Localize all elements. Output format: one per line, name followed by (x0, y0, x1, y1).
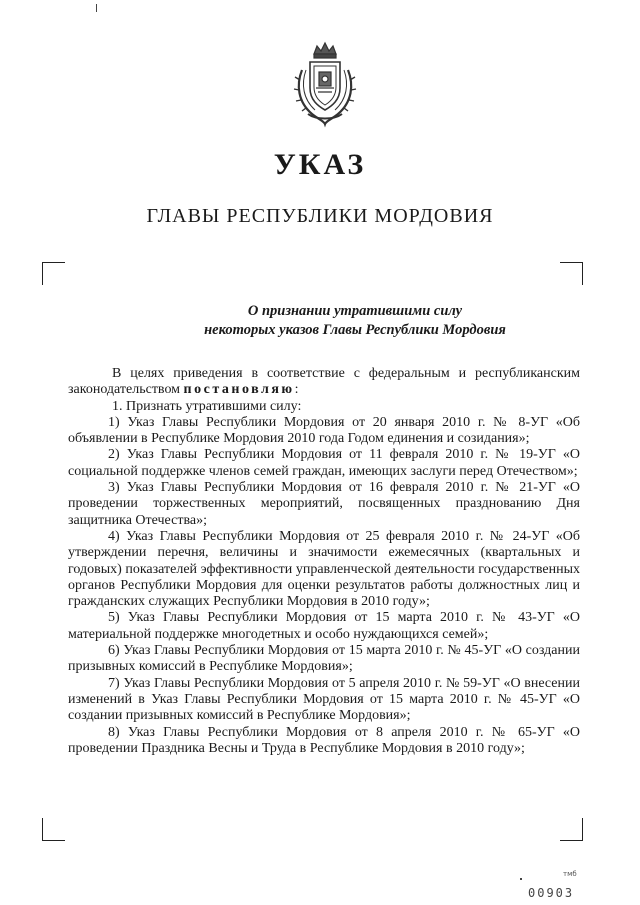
point-1: 1. Признать утратившими силу: (112, 398, 302, 414)
list-item: 3) Указ Главы Республики Мордовия от 16 февраля 2010 г. № 21-УГ «О проведении торжественных мероприятий, посвященных празднованию Дня защитника Отечества»; (68, 480, 580, 528)
decree-title: УКАЗ (273, 148, 367, 181)
decree-subtitle: ГЛАВЫ РЕСПУБЛИКИ МОРДОВИЯ (146, 205, 494, 227)
list-item: 4) Указ Главы Республики Мордовия от 25 февраля 2010 г. № 24-УГ «Об утверждении перечня, величины и значимости ежемесячных (квартальных и годовых) показателей эффективности управленческой деятельности государственных органов Республики Мордовия для оценки результатов работы должностных лиц и гражданских служащих Республики Мордовия в 2010 году»; (68, 528, 580, 610)
corner-mark-top-right (560, 262, 583, 285)
list-item: 6) Указ Главы Республики Мордовия от 15 марта 2010 г. № 45-УГ «О создании призывных комиссий в Республике Мордовия»; (68, 643, 580, 675)
scan-speck (520, 878, 522, 880)
list-item: 8) Указ Главы Республики Мордовия от 8 апреля 2010 г. № 65-УГ «О проведении Праздника Весны и Труда в Республике Мордовия в 2010 году»; (68, 724, 580, 756)
preamble-text: В целях приведения в соответствие с федеральным и республиканским законодательством (68, 366, 580, 398)
scan-speck (96, 4, 97, 12)
preamble-colon: : (294, 382, 299, 398)
list-item: 7) Указ Главы Республики Мордовия от 5 апреля 2010 г. № 59-УГ «О внесении изменений в Указ Главы Республики Мордовия от 15 марта 2010 г. № 45-УГ «О создании призывных комиссий в Республике Мордовия»; (68, 675, 580, 724)
preamble-keyword: постановляю (183, 382, 295, 398)
corner-mark-bottom-right (560, 818, 583, 841)
corner-mark-top-left (42, 262, 65, 285)
corner-mark-bottom-left (42, 818, 65, 841)
coat-of-arms-emblem (290, 40, 360, 128)
document-heading-line2: некоторых указов Главы Республики Мордовия (204, 322, 506, 338)
list-item: 2) Указ Главы Республики Мордовия от 11 февраля 2010 г. № 19-УГ «О социальной поддержке членов семей граждан, имеющих заслуги перед Отечеством»; (68, 447, 580, 479)
document-body (68, 366, 580, 757)
small-tag: тмб (563, 870, 577, 878)
document-heading (120, 302, 590, 340)
serial-number: 00903 (528, 886, 575, 900)
list-item: 1) Указ Главы Республики Мордовия от 20 января 2010 г. № 8-УГ «Об объявлении в Республике Мордовия 2010 года Годом единения и созидания»; (68, 414, 580, 447)
list-item: 5) Указ Главы Республики Мордовия от 15 марта 2010 г. № 43-УГ «О материальной поддержке многодетных и особо нуждающихся семей»; (68, 610, 580, 642)
preamble-paragraph (68, 366, 580, 399)
document-heading-line1: О признании утратившими силу (247, 303, 463, 319)
